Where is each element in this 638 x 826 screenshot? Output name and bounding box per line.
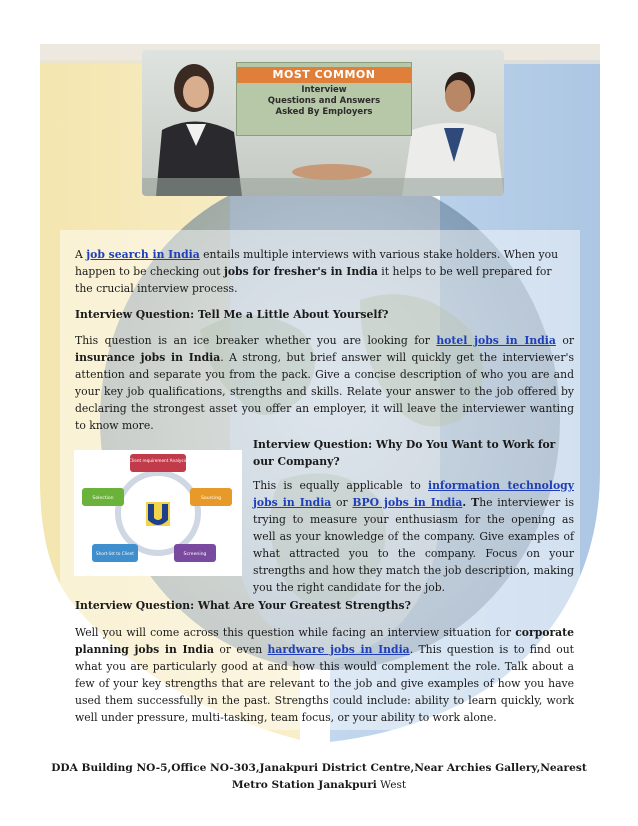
q3-text-2: or even bbox=[214, 643, 268, 656]
banner-title-box bbox=[236, 62, 412, 136]
q2-text-1: This is equally applicable to bbox=[253, 479, 428, 492]
q1-text-2: or bbox=[555, 334, 574, 347]
svg-text:Sourcing: Sourcing bbox=[200, 496, 222, 501]
intro-paragraph bbox=[75, 246, 570, 297]
svg-text:Short-list to Client: Short-list to Client bbox=[96, 551, 134, 556]
center-logo-icon bbox=[146, 502, 170, 526]
diagram-node-screening bbox=[174, 544, 216, 562]
diagram-node-selection bbox=[82, 488, 124, 506]
intro-text-3: it helps to be well prepared for the crucial interview process. bbox=[75, 265, 552, 295]
q1-text-3: . A strong, but brief answer will quickly get the interviewer's attention and separate you from the pack. Give a concise description of who you are and your key job qualifications, strengths and skills. Relate your answer to the job offered by declaring the strongest asset you offer an employer, it will leave the interviewer wanting to know more. bbox=[75, 351, 574, 432]
question-1-heading: Interview Question: Tell Me a Little About Yourself? bbox=[75, 308, 389, 321]
svg-text:Selection: Selection bbox=[92, 496, 114, 501]
svg-text:Client requirement Analysis: Client requirement Analysis bbox=[129, 458, 187, 463]
question-2-heading: Interview Question: Why Do You Want to Work for our Company? bbox=[253, 438, 556, 468]
question-2-body bbox=[253, 477, 574, 596]
insurance-jobs-text: insurance jobs in India bbox=[75, 351, 221, 364]
q3-text-1: Well you will come across this question while facing an interview situation for bbox=[75, 626, 516, 639]
corporate-planning-text: corporate planning jobs in India bbox=[75, 626, 574, 656]
question-3-heading: Interview Question: What Are Your Greatest Strengths? bbox=[75, 599, 411, 612]
header-banner-image bbox=[142, 50, 504, 196]
q2-bold-t: T bbox=[471, 496, 480, 509]
job-search-link[interactable]: job search in India bbox=[86, 248, 200, 261]
intro-text-2: entails multiple interviews with various stake holders. When you happen to be checking out bbox=[75, 248, 559, 278]
footer-address bbox=[40, 760, 598, 794]
q2-text-2: or bbox=[331, 496, 353, 509]
q3-text-3: . This question is to find out what you are particularly good at and how this would complement the role. Talk about a few of your key strengths that are relevant to the job and give examples of how you have used them successfully in the past. Strengths could include: ability to learn quickly, work well under pressure, multi-tasking, team focus, or your ability to work alone. bbox=[75, 643, 574, 724]
freshers-jobs-text: jobs for fresher's in India bbox=[223, 265, 378, 278]
hardware-jobs-link[interactable]: hardware jobs in India bbox=[267, 643, 410, 656]
bpo-jobs-link[interactable]: BPO jobs in India bbox=[352, 496, 463, 509]
question-3-body bbox=[75, 624, 574, 726]
svg-text:Screening: Screening bbox=[183, 552, 207, 557]
diagram-node-sourcing bbox=[190, 488, 232, 506]
q2-text-4: he interviewer is trying to measure your enthusiasm for the opening as well as your knowledge of the company. Give examples of what attracted you to the company. Focus on your strengths and how they match the job description, making you the right candidate for the job. bbox=[253, 496, 574, 594]
it-jobs-link[interactable]: information technology jobs in India bbox=[253, 479, 574, 509]
hotel-jobs-link[interactable]: hotel jobs in India bbox=[436, 334, 556, 347]
intro-text-1: A bbox=[75, 248, 87, 261]
banner-title-sub: Interview Questions and Answers Asked By Employers bbox=[267, 85, 381, 117]
recruitment-cycle-diagram bbox=[74, 450, 242, 576]
q1-text-1: This question is an ice breaker whether you are looking for bbox=[75, 334, 437, 347]
diagram-node-shortlist bbox=[92, 544, 138, 562]
footer-address-line: DDA Building NO-5,Office NO-303,Janakpuri District Centre,Near Archies Gallery,Nearest Metro Station Janakpuri bbox=[51, 762, 587, 791]
q2-text-3: . bbox=[462, 496, 472, 509]
banner-title-main: MOST COMMON bbox=[237, 67, 411, 83]
diagram-node-analysis bbox=[129, 454, 187, 472]
footer-address-tail: West bbox=[376, 779, 407, 791]
question-1-body bbox=[75, 332, 574, 434]
